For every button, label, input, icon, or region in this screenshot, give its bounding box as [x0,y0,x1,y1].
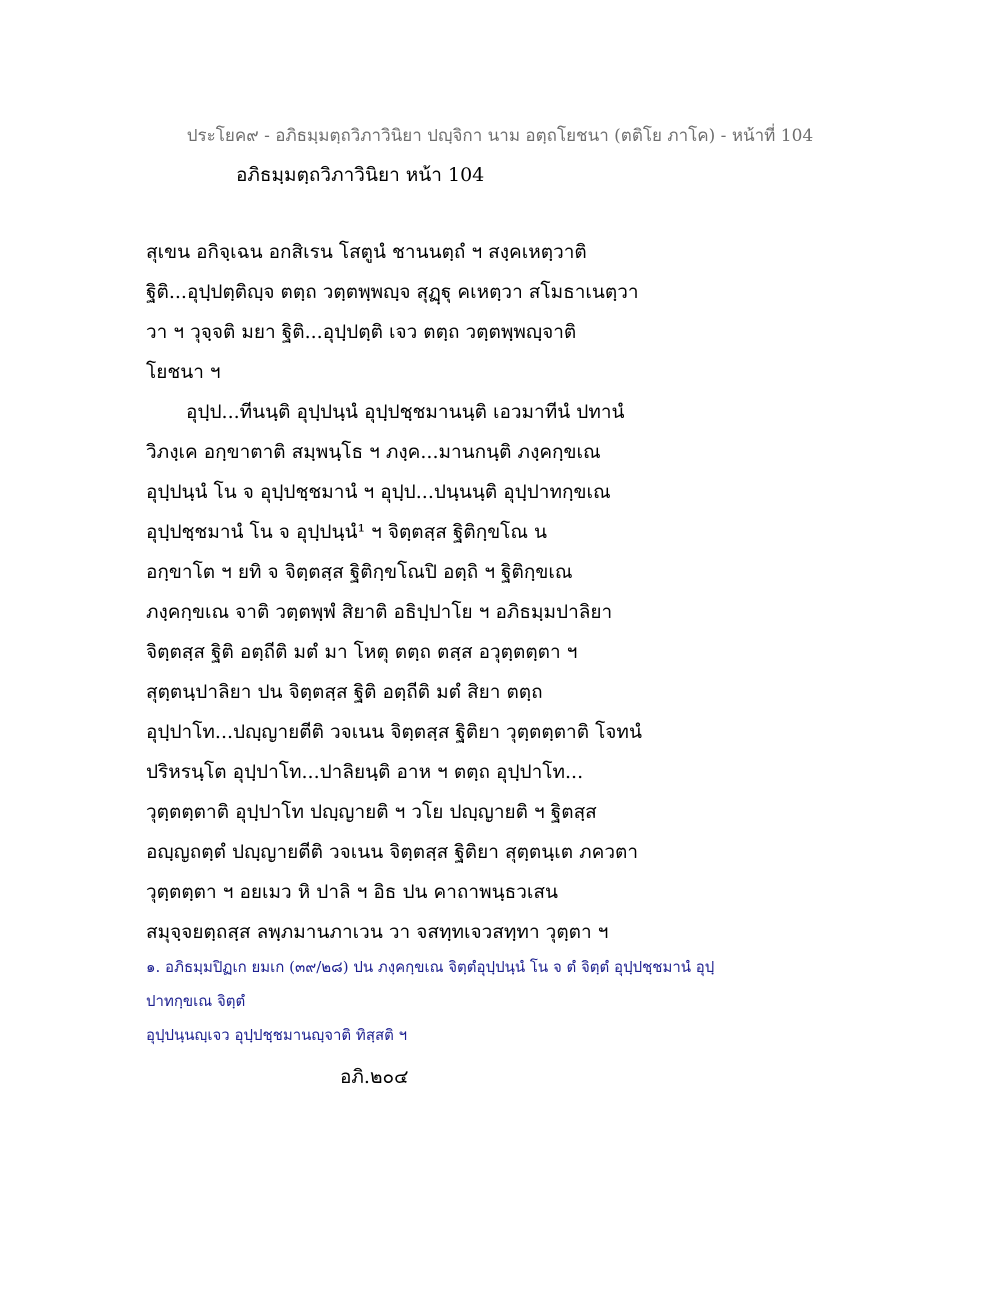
body-line: โยชนา ฯ [146,361,221,383]
footnote-line: ๑. อภิธมฺมปิฏเก ยมเก (๓๙/๒๘) ปน ภงฺคกฺขเณ จิตฺตํอุปฺปนฺนํ โน จ ตํ จิตฺตํ อุปฺปชฺชมานํ อุปฺ [146,958,715,976]
body-line: ฐิติ...อุปฺปตฺติญฺจ ตตฺถ วตฺตพฺพญฺจ สุฏฺฐุ คเหตฺวา สโมธาเนตฺวา [146,281,639,303]
body-line: อกฺขาโต ฯ ยทิ จ จิตฺตสฺส ฐิติกฺขโณปิ อตฺถิ ฯ ฐิติกฺขเณ [146,561,573,583]
body-line: สมุจฺจยตฺถสฺส ลพฺภมานภาเวน วา จสทฺทเจวสทฺทา วุตฺตา ฯ [146,921,609,943]
page-reference: อภิ.๒๐๔ [340,1066,409,1088]
body-line: วิภงฺเค อกฺขาตาติ สมฺพนฺโธ ฯ ภงฺค...มานกนฺติ ภงฺคกฺขเณ [146,441,601,463]
body-line: อุปฺปชฺชมานํ โน จ อุปฺปนฺนํ¹ ฯ จิตฺตสฺส ฐิติกฺขโณ น [146,521,548,543]
footnote [146,950,866,1052]
body-line: อุปฺปนฺนํ โน จ อุปฺปชฺชมานํ ฯ อุปฺป...ปนฺนนฺติ อุปฺปาทกฺขเณ [146,481,611,503]
body-line: อญฺญถตฺตํ ปญฺญายตีติ วจเนน จิตฺตสฺส ฐิติยา สุตฺตนฺเต ภควตา [146,841,639,863]
page-heading: อภิธมฺมตฺถวิภาวินิยา หน้า 104 [236,164,485,186]
body-line: ปริหรนฺโต อุปฺปาโท...ปาลิยนฺติ อาห ฯ ตตฺถ อุปฺปาโท... [146,761,584,783]
body-line-paragraph-start: อุปฺป...ทีนนฺติ อุปฺปนฺนํ อุปฺปชฺชมานนฺติ เอวมาทีนํ ปทานํ [186,401,625,423]
footnote-line: อุปฺปนฺนญฺเจว อุปฺปชฺชมานญฺจาติ ทิสฺสติ ฯ [146,1026,408,1044]
body-line: ภงฺคกฺขเณ จาติ วตฺตพฺพํ สิยาติ อธิปฺปาโย ฯ อภิธมฺมปาลิยา [146,601,613,623]
body-line: อุปฺปาโท...ปญฺญายตีติ วจเนน จิตฺตสฺส ฐิติยา วุตฺตตฺตาติ โจทนํ [146,721,642,743]
footnote-line: ปาทกฺขเณ จิตฺตํ [146,992,246,1010]
body-line: วุตฺตตฺตา ฯ อยเมว หิ ปาลิ ฯ อิธ ปน คาถาพนฺธวเสน [146,881,558,903]
body-line: จิตฺตสฺส ฐิติ อตฺถีติ มตํ มา โหตุ ตตฺถ ตสฺส อวุตฺตตฺตา ฯ [146,641,578,663]
body-line: สุเขน อกิจฺเฉน อกสิเรน โสตูนํ ชานนตฺถํ ฯ สงฺคเหตฺวาติ [146,241,587,263]
body-line: วุตฺตตฺตาติ อุปฺปาโท ปญฺญายติ ฯ วโย ปญฺญายติ ฯ ฐิตสฺส [146,801,597,823]
running-header: ประโยค๙ - อภิธมฺมตฺถวิภาวินิยา ปญฺจิกา นาม อตฺถโยชนา (ตติโย ภาโค) - หน้าที่ 104 [186,126,814,146]
body-text [146,232,906,952]
body-line: วา ฯ วุจฺจติ มยา ฐิติ...อุปฺปตฺติ เจว ตตฺถ วตฺตพฺพญฺจาติ [146,321,577,343]
body-line: สุตฺตนฺปาลิยา ปน จิตฺตสฺส ฐิติ อตฺถีติ มตํ สิยา ตตฺถ [146,681,543,703]
